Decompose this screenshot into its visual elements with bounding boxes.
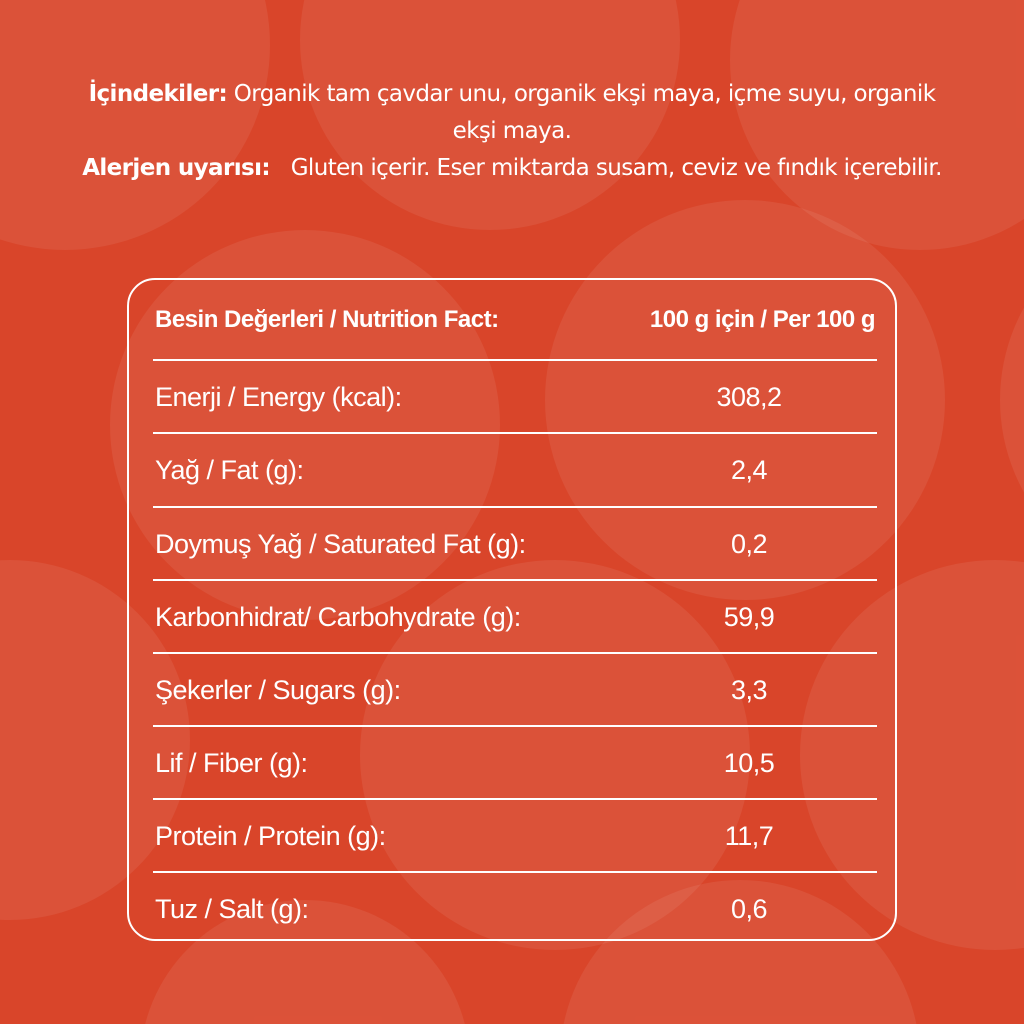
allergen-line bbox=[40, 150, 984, 187]
nutrient-label: Yağ / Fat (g): bbox=[155, 454, 304, 485]
nutrient-value: 59,9 bbox=[723, 601, 775, 632]
nutrient-label: Lif / Fiber (g): bbox=[155, 747, 308, 778]
nutrition-row-protein bbox=[129, 800, 895, 872]
nutrient-value: 2,4 bbox=[730, 454, 768, 485]
nutrient-label: Tuz / Salt (g): bbox=[155, 893, 309, 924]
nutrient-label: Enerji / Energy (kcal): bbox=[155, 381, 402, 412]
nutrient-value: 0,6 bbox=[730, 893, 768, 924]
nutrition-row-sugars bbox=[129, 654, 895, 726]
nutrition-row-saturated-fat bbox=[129, 508, 895, 580]
ingredients-text-line2: ekşi maya. bbox=[452, 118, 572, 144]
nutrient-value: 308,2 bbox=[716, 381, 782, 412]
nutrition-facts-table bbox=[127, 278, 897, 941]
allergen-label: Alerjen uyarısı: bbox=[82, 155, 270, 181]
nutrition-row-energy bbox=[129, 361, 895, 433]
nutrition-row-fat bbox=[129, 434, 895, 506]
nutrient-label: Karbonhidrat/ Carbohydrate (g): bbox=[155, 601, 521, 632]
ingredients-line bbox=[40, 76, 984, 113]
nutrition-row-salt bbox=[129, 873, 895, 945]
ingredients-label: İçindekiler: bbox=[88, 81, 228, 107]
ingredients-text-line1: Organik tam çavdar unu, organik ekşi maya, içme suyu, organik bbox=[233, 81, 936, 107]
background-dot bbox=[1000, 210, 1024, 590]
nutrient-label: Şekerler / Sugars (g): bbox=[155, 674, 401, 705]
nutrition-header-row bbox=[129, 280, 895, 360]
ingredients-block bbox=[40, 76, 984, 187]
nutrition-row-carbohydrate bbox=[129, 581, 895, 653]
nutrition-row-fiber bbox=[129, 727, 895, 799]
nutrient-value: 0,2 bbox=[730, 528, 768, 559]
nutrient-value: 10,5 bbox=[723, 747, 775, 778]
nutrient-label: Doymuş Yağ / Saturated Fat (g): bbox=[155, 528, 526, 559]
nutrition-header-value: 100 g için / Per 100 g bbox=[649, 306, 875, 333]
nutrient-value: 11,7 bbox=[724, 820, 774, 851]
nutrient-label: Protein / Protein (g): bbox=[155, 820, 386, 851]
allergen-text: Gluten içerir. Eser miktarda susam, ceviz ve fındık içerebilir. bbox=[290, 155, 942, 181]
nutrition-header-label: Besin Değerleri / Nutrition Fact: bbox=[155, 306, 499, 333]
nutrient-value: 3,3 bbox=[730, 674, 768, 705]
